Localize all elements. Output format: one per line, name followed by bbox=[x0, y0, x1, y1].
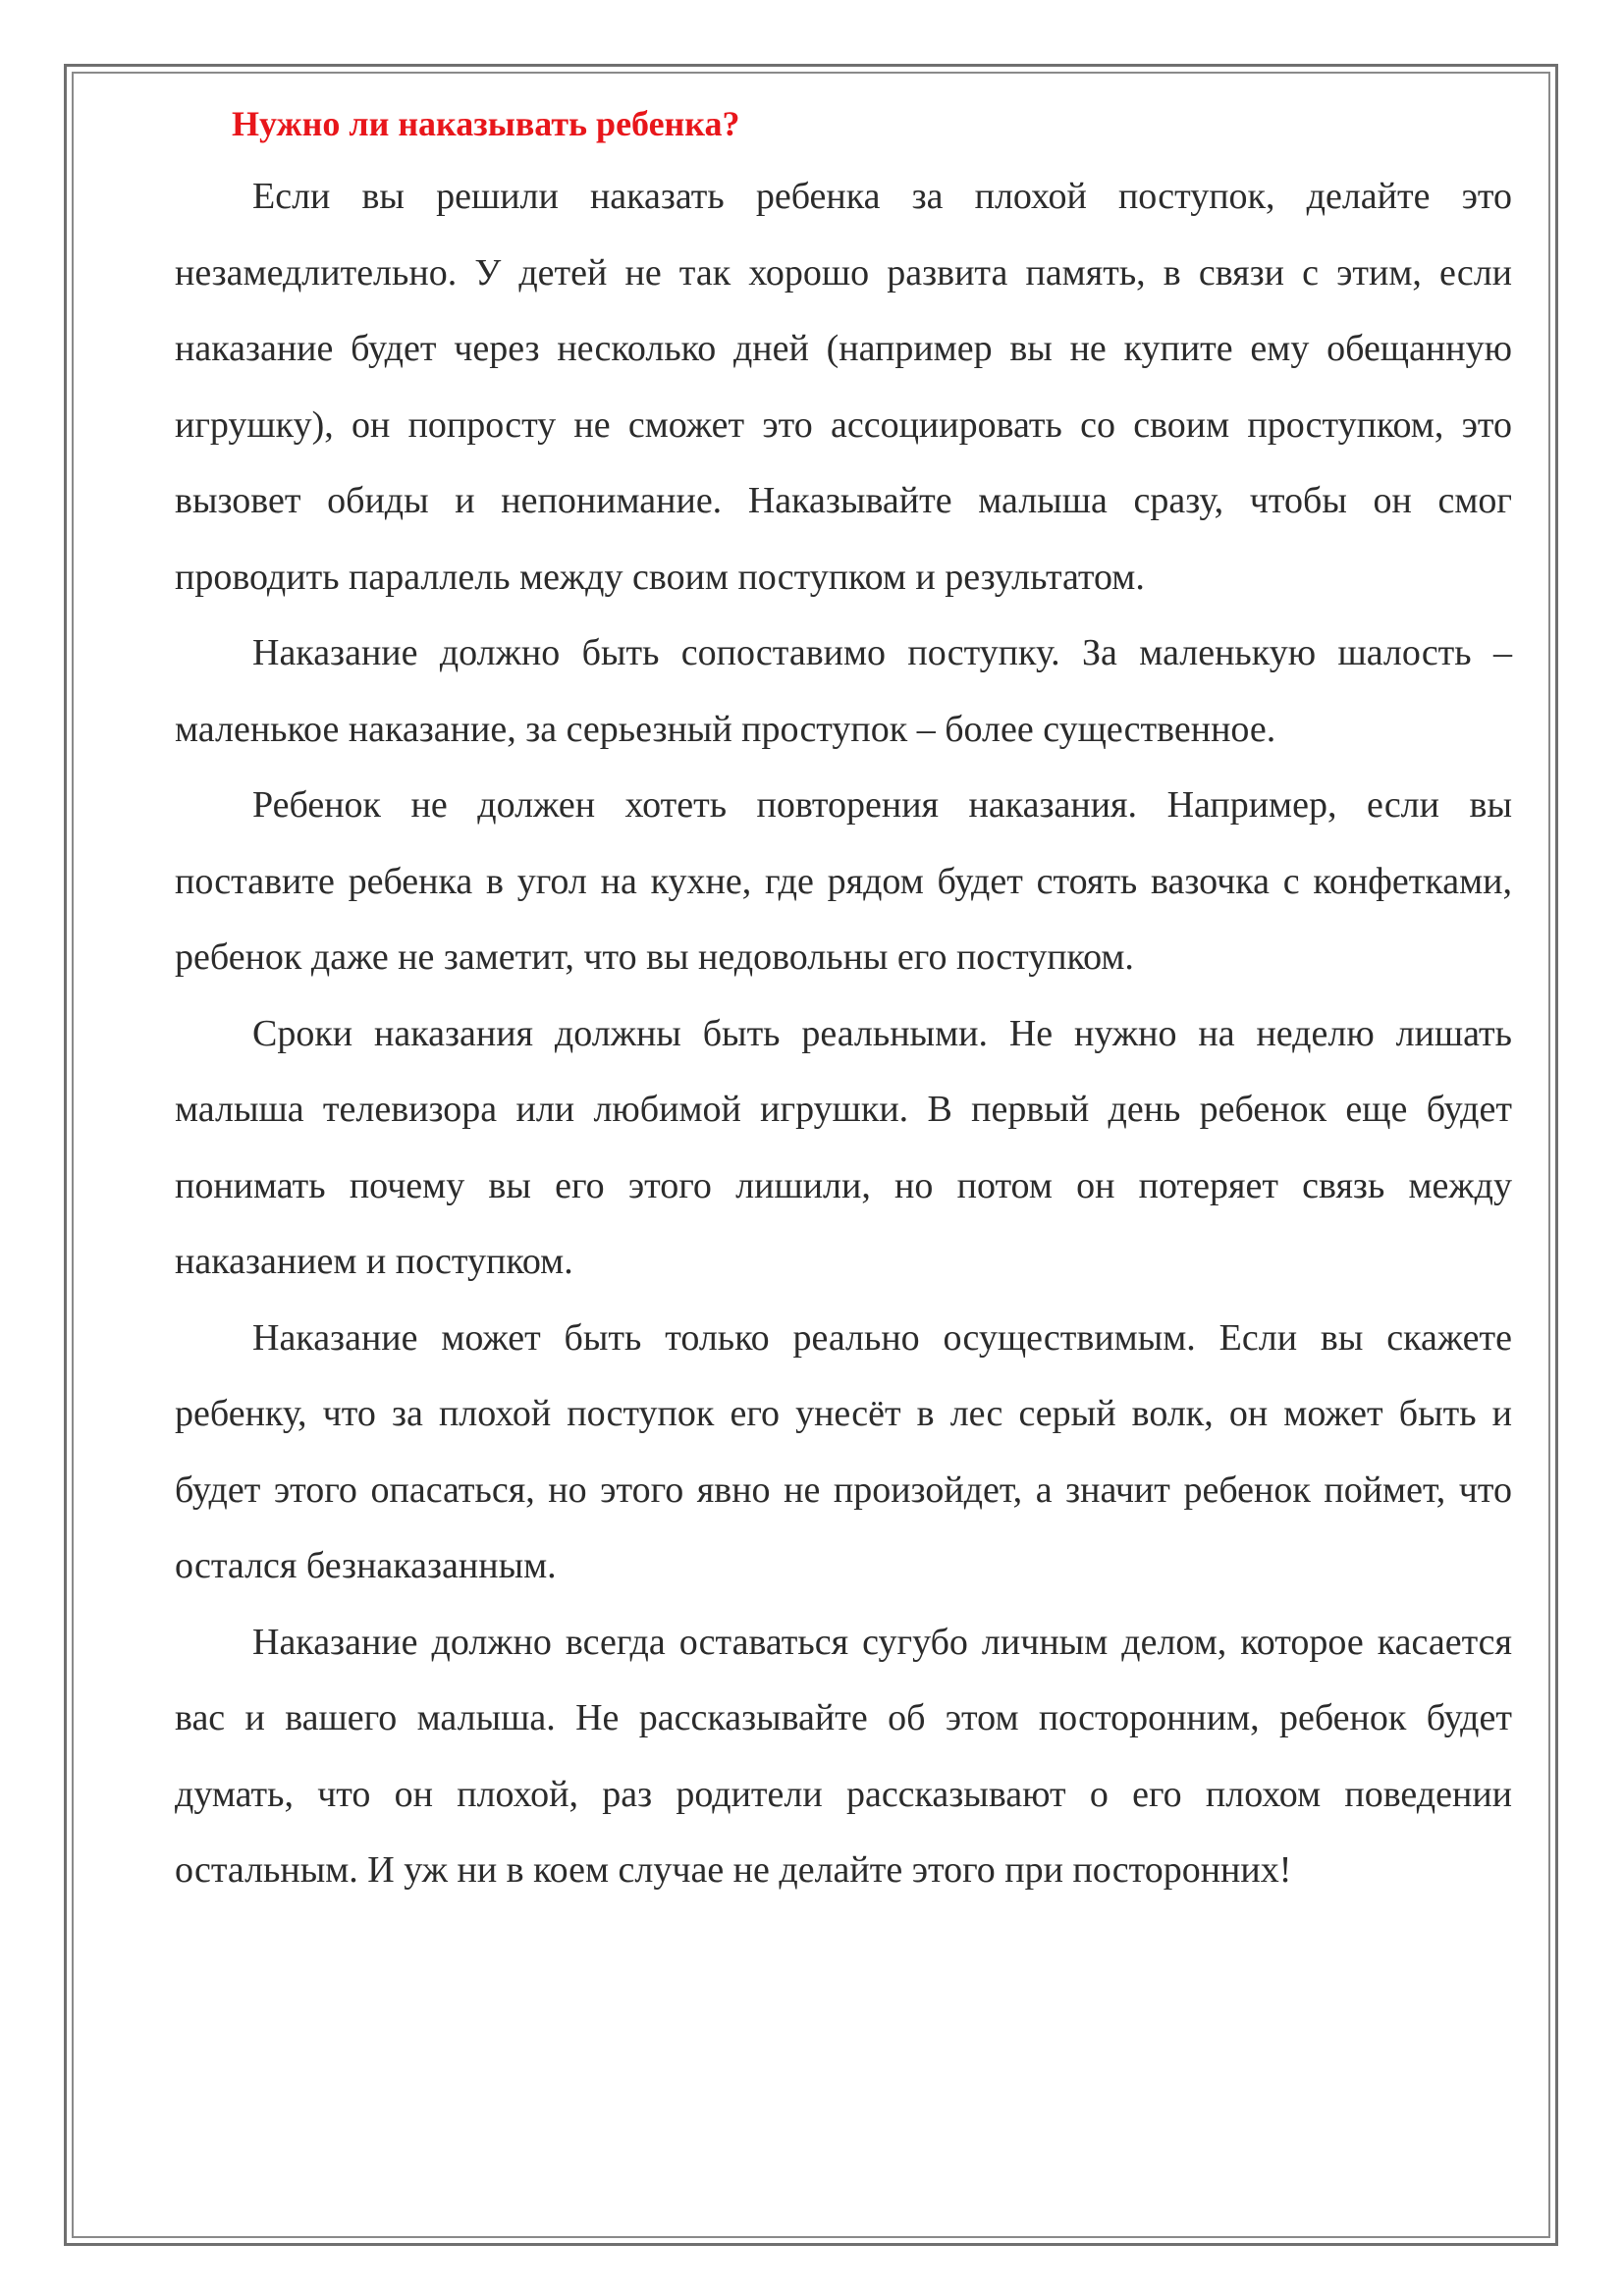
paragraph-4: Сроки наказания должны быть реальными. Не нужно на неделю лишать малыша телевизора или любимой игрушки. В первый день ребенок еще будет понимать почему вы его этого лишили, но потом он потеряет связь между наказанием и поступком. bbox=[175, 1012, 1512, 1282]
document-title: Нужно ли наказывать ребенка? bbox=[232, 104, 740, 143]
paragraph-6: Наказание должно всегда оставаться сугубо личным делом, которое касается вас и вашего малыша. Не рассказывайте об этом посторонним, ребенок будет думать, что он плохой, раз родители рассказывают о его плохом поведении остальным. И уж ни в коем случае не делайте этого при посторонних! bbox=[175, 1621, 1512, 1891]
document-body bbox=[175, 88, 1512, 1909]
paragraph-1: Если вы решили наказать ребенка за плохой поступок, делайте это незамедлительно. У детей не так хорошо развита память, в связи с этим, если наказание будет через несколько дней (например вы не купите ему обещанную игрушку), он попросту не сможет это ассоциировать со своим проступком, это вызовет обиды и непонимание. Наказывайте малыша сразу, чтобы он смог проводить параллель между своим поступком и результатом. bbox=[175, 176, 1512, 598]
paragraph-3: Ребенок не должен хотеть повторения наказания. Например, если вы поставите ребенка в угол на кухне, где рядом будет стоять вазочка с конфетками, ребенок даже не заметит, что вы недовольны его поступком. bbox=[175, 784, 1512, 978]
paragraph-2: Наказание должно быть сопоставимо поступку. За маленькую шалость – маленькое наказание, за серьезный проступок – более существенное. bbox=[175, 632, 1512, 750]
paragraph-5: Наказание может быть только реально осуществимым. Если вы скажете ребенку, что за плохой поступок его унесёт в лес серый волк, он может быть и будет этого опасаться, но этого явно не произойдет, а значит ребенок поймет, что остался безнаказанным. bbox=[175, 1316, 1512, 1586]
